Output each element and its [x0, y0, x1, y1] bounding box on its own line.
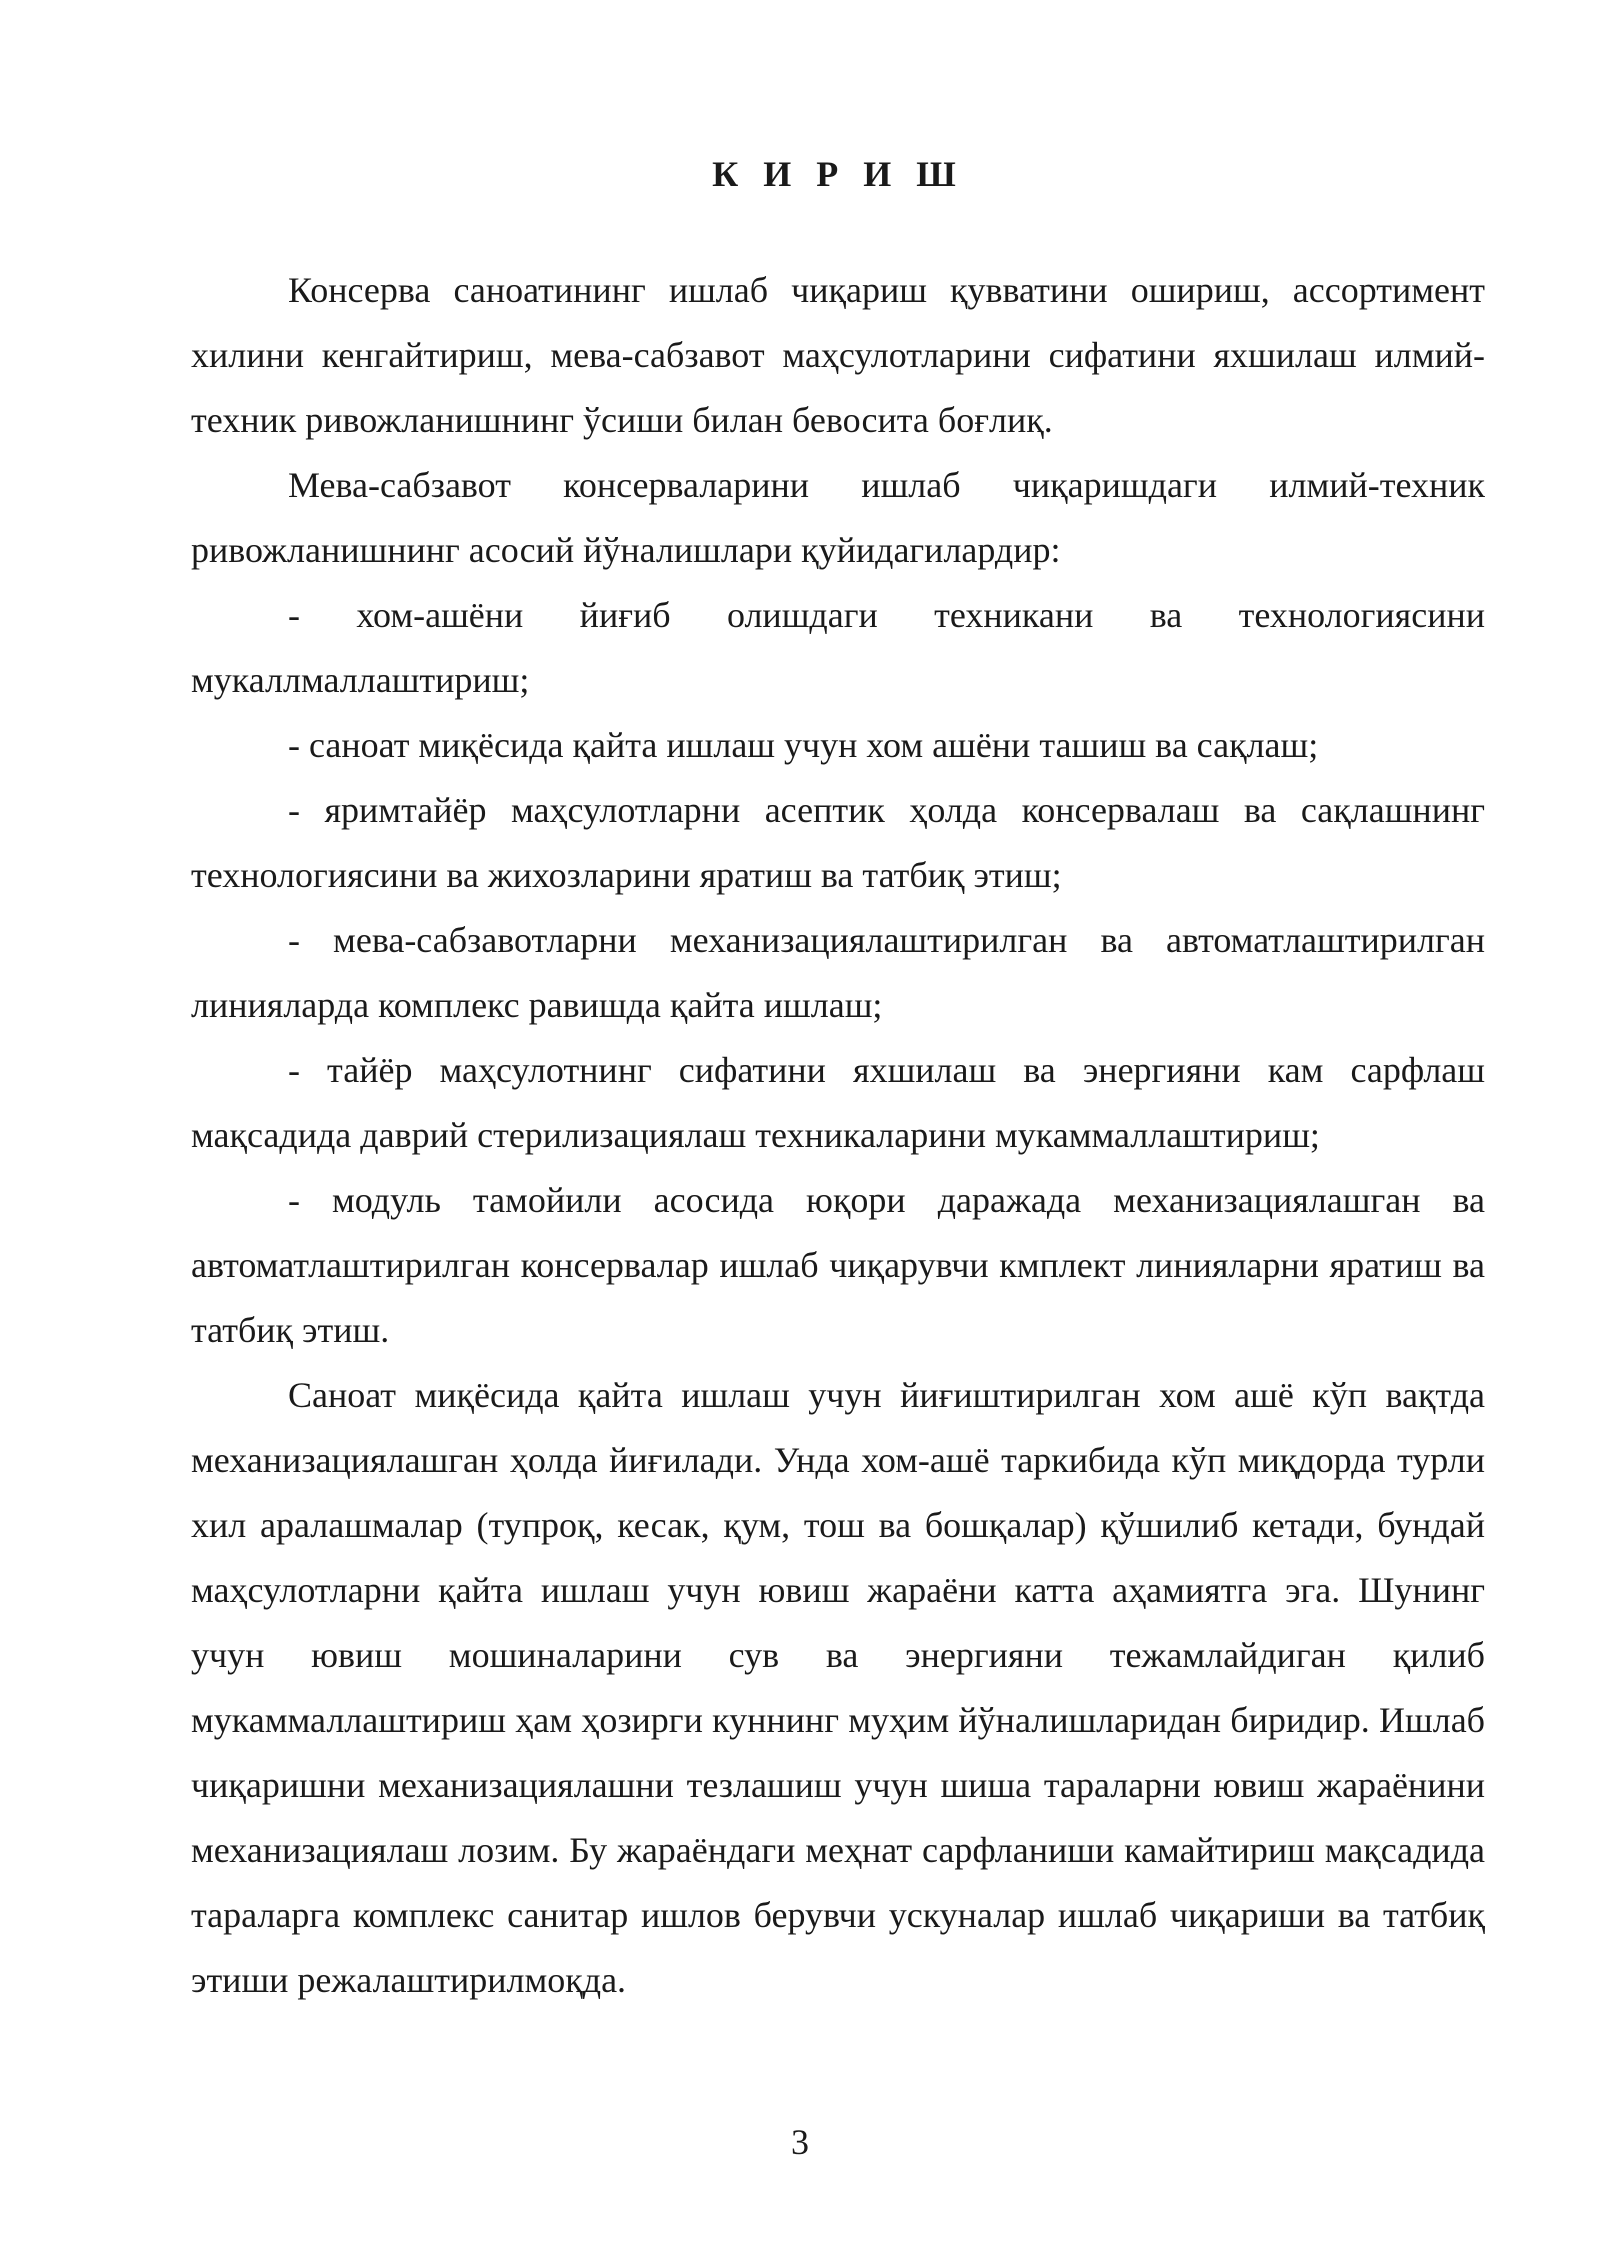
page-number: 3 [791, 2122, 809, 2162]
list-item-complex-processing: - мева-сабзавотларни механизациялаштирилган ва автоматлаштирилган линияларда комплекс равишда қайта ишлаш; [191, 920, 1485, 1025]
document-title: К И Р И Ш [712, 154, 964, 194]
paragraph-directions: Мева-сабзавот консерваларини ишлаб чиқаришдаги илмий-техник ривожланишнинг асосий йўналишлари қуйидагилардир: [191, 465, 1485, 570]
document-page [191, 150, 1485, 2013]
list-item-transport-storage: - саноат миқёсида қайта ишлаш учун хом ашёни ташиш ва сақлаш; [288, 725, 1319, 765]
list-item-modular-lines: - модуль тамойили асосида юқори даражада механизациялашган ва автоматлаштирилган консервалар ишлаб чиқарувчи кмплект линияларни яратиш ва татбиқ этиш. [191, 1180, 1485, 1350]
list-item-sterilization: - тайёр маҳсулотнинг сифатини яхшилаш ва энергияни кам сарфлаш мақсадида даврий стерилизациялаш техникаларини мукаммаллаштириш; [191, 1050, 1485, 1155]
list-item-aseptic-canning: - яримтайёр маҳсулотларни асептик ҳолда консервалаш ва сақлашнинг технологиясини ва жихозларини яратиш ва татбиқ этиш; [191, 790, 1485, 895]
paragraph-intro: Консерва саноатининг ишлаб чиқариш қувватини ошириш, ассортимент хилини кенгайтириш, мева-сабзавот маҳсулотларини сифатини яхшилаш илмий-техник ривожланишнинг ўсиши билан бевосита боғлиқ. [191, 270, 1485, 440]
paragraph-washing: Саноат миқёсида қайта ишлаш учун йиғиштирилган хом ашё кўп вақтда механизациялашган ҳолда йиғилади. Унда хом-ашё таркибида кўп миқдорда турли хил аралашмалар (тупроқ, кесак, қум, тош ва бошқалар) қўшилиб кетади, бундай маҳсулотларни қайта ишлаш учун ювиш жараёни катта аҳамиятга эга. Шунинг учун ювиш мошиналарини сув ва энергияни тежамлайдиган қилиб мукаммаллаштириш ҳам ҳозирги куннинг муҳим йўналишларидан биридир. Ишлаб чиқаришни механизациялашни тезлашиш учун шиша тараларни ювиш жараёнини механизациялаш лозим. Бу жараёндаги меҳнат сарфланиши камайтириш мақсадида тараларга комплекс санитар ишлов берувчи ускуналар ишлаб чиқариши ва татбиқ этиши режалаштирилмоқда. [191, 1375, 1485, 2000]
list-item-harvesting: - хом-ашёни йиғиб олишдаги техникани ва технологиясини мукаллмаллаштириш; [191, 595, 1485, 700]
